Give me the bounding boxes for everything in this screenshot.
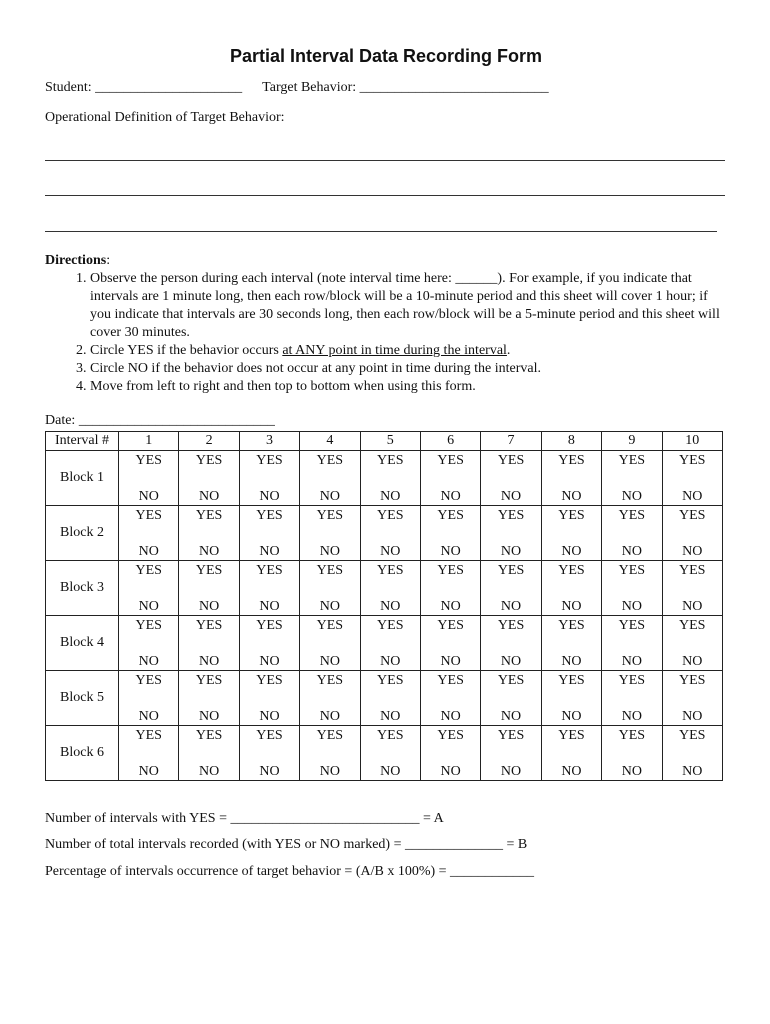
yes-option[interactable]: YES bbox=[678, 453, 706, 468]
interval-cell bbox=[119, 726, 179, 781]
yes-option[interactable]: YES bbox=[497, 618, 525, 633]
yes-option[interactable]: YES bbox=[135, 453, 162, 468]
interval-cell bbox=[360, 561, 420, 616]
no-option[interactable]: NO bbox=[561, 709, 582, 724]
yes-option[interactable]: YES bbox=[618, 728, 646, 743]
no-option[interactable]: NO bbox=[621, 599, 642, 614]
interval-number: 6 bbox=[420, 432, 480, 451]
no-option[interactable]: NO bbox=[500, 544, 522, 559]
yes-option[interactable]: YES bbox=[135, 618, 162, 633]
yes-option[interactable]: YES bbox=[618, 508, 646, 523]
direction-item: 3. Circle NO if the behavior does not occur at any point in time during the interval. bbox=[90, 360, 727, 378]
no-option[interactable]: NO bbox=[198, 599, 220, 614]
no-option[interactable]: NO bbox=[319, 599, 340, 614]
no-option[interactable]: NO bbox=[500, 764, 522, 779]
no-option[interactable]: NO bbox=[380, 489, 401, 504]
yes-option[interactable]: YES bbox=[316, 453, 344, 468]
interval-cell bbox=[481, 451, 541, 506]
yes-option[interactable]: YES bbox=[678, 728, 706, 743]
no-option[interactable]: NO bbox=[259, 764, 280, 779]
no-option[interactable]: NO bbox=[380, 544, 401, 559]
interval-cell bbox=[662, 726, 722, 781]
interval-cell bbox=[602, 506, 662, 561]
no-option[interactable]: NO bbox=[682, 764, 703, 779]
no-option[interactable]: NO bbox=[440, 654, 461, 669]
yes-option[interactable]: YES bbox=[558, 673, 585, 688]
block-label: Block 2 bbox=[46, 506, 119, 561]
yes-count-line[interactable]: Number of intervals with YES = ___________________________ = A bbox=[45, 811, 444, 826]
interval-number: 10 bbox=[662, 432, 722, 451]
interval-cell bbox=[662, 451, 722, 506]
interval-cell bbox=[179, 506, 239, 561]
yes-option[interactable]: YES bbox=[256, 618, 283, 633]
interval-cell bbox=[239, 506, 299, 561]
yes-option[interactable]: YES bbox=[135, 508, 162, 523]
interval-cell bbox=[420, 616, 480, 671]
no-option[interactable]: NO bbox=[380, 709, 401, 724]
interval-cell bbox=[602, 451, 662, 506]
definition-line-1[interactable] bbox=[45, 160, 725, 161]
no-option[interactable]: NO bbox=[319, 764, 340, 779]
block-row bbox=[46, 726, 723, 781]
no-option[interactable]: NO bbox=[682, 654, 703, 669]
yes-option[interactable]: YES bbox=[437, 453, 464, 468]
no-option[interactable]: NO bbox=[380, 654, 401, 669]
no-option[interactable]: NO bbox=[440, 764, 461, 779]
interval-cell bbox=[481, 506, 541, 561]
yes-option[interactable]: YES bbox=[256, 563, 283, 578]
interval-cell bbox=[179, 616, 239, 671]
no-option[interactable]: NO bbox=[198, 654, 220, 669]
yes-option[interactable]: YES bbox=[377, 453, 404, 468]
block-row bbox=[46, 506, 723, 561]
yes-option[interactable]: YES bbox=[316, 508, 344, 523]
yes-option[interactable]: YES bbox=[558, 508, 585, 523]
no-option[interactable]: NO bbox=[138, 709, 159, 724]
no-option[interactable]: NO bbox=[621, 654, 642, 669]
no-option[interactable]: NO bbox=[319, 654, 340, 669]
interval-cell bbox=[239, 561, 299, 616]
no-option[interactable]: NO bbox=[259, 654, 280, 669]
no-option[interactable]: NO bbox=[682, 599, 703, 614]
yes-option[interactable]: YES bbox=[497, 728, 525, 743]
yes-option[interactable]: YES bbox=[135, 728, 162, 743]
interval-number: 2 bbox=[179, 432, 239, 451]
yes-option[interactable]: YES bbox=[558, 618, 585, 633]
interval-header-label: Interval # bbox=[46, 432, 119, 451]
interval-cell bbox=[662, 506, 722, 561]
interval-number: 5 bbox=[360, 432, 420, 451]
no-option[interactable]: NO bbox=[682, 544, 703, 559]
no-option[interactable]: NO bbox=[500, 654, 522, 669]
student-field[interactable]: Student: _____________________ bbox=[45, 80, 243, 95]
yes-option[interactable]: YES bbox=[618, 618, 646, 633]
yes-option[interactable]: YES bbox=[558, 563, 585, 578]
interval-cell bbox=[481, 561, 541, 616]
block-row bbox=[46, 561, 723, 616]
direction-item: 2. Circle YES if the behavior occurs at ANY point in time during the interval. bbox=[90, 342, 727, 360]
no-option[interactable]: NO bbox=[198, 764, 220, 779]
no-option[interactable]: NO bbox=[138, 654, 159, 669]
interval-cell bbox=[541, 561, 601, 616]
no-option[interactable]: NO bbox=[682, 489, 703, 504]
yes-option[interactable]: YES bbox=[497, 453, 525, 468]
block-label: Block 1 bbox=[46, 451, 119, 506]
no-option[interactable]: NO bbox=[259, 709, 280, 724]
yes-option[interactable]: YES bbox=[195, 508, 223, 523]
interval-cell bbox=[541, 451, 601, 506]
interval-cell bbox=[179, 671, 239, 726]
directions-list bbox=[45, 270, 727, 396]
no-option[interactable]: NO bbox=[259, 489, 280, 504]
directions-heading: Directions: bbox=[45, 253, 111, 268]
no-option[interactable]: NO bbox=[561, 489, 582, 504]
interval-cell bbox=[541, 616, 601, 671]
page-title: Partial Interval Data Recording Form bbox=[229, 46, 543, 66]
yes-option[interactable]: YES bbox=[497, 673, 525, 688]
direction-item: 1. Observe the person during each interval (note interval time here: ______). For example, if you indicate that intervals are 1 minute long, then each row/block will be a 10-minute period and this sheet will cover 1 hour; if you indicate that intervals are 30 seconds long, then each row/block will be a 5-minute period and this sheet will cover 30 minutes. bbox=[90, 270, 727, 342]
yes-option[interactable]: YES bbox=[497, 563, 525, 578]
no-option[interactable]: NO bbox=[440, 544, 461, 559]
yes-option[interactable]: YES bbox=[377, 618, 404, 633]
interval-number: 7 bbox=[481, 432, 541, 451]
no-option[interactable]: NO bbox=[380, 764, 401, 779]
yes-option[interactable]: YES bbox=[316, 673, 344, 688]
no-option[interactable]: NO bbox=[319, 489, 340, 504]
no-option[interactable]: NO bbox=[500, 709, 522, 724]
interval-number: 4 bbox=[300, 432, 360, 451]
no-option[interactable]: NO bbox=[621, 709, 642, 724]
interval-cell bbox=[360, 671, 420, 726]
interval-cell bbox=[420, 671, 480, 726]
interval-header-row bbox=[46, 432, 723, 451]
interval-number: 3 bbox=[239, 432, 299, 451]
no-option[interactable]: NO bbox=[500, 599, 522, 614]
yes-option[interactable]: YES bbox=[195, 673, 223, 688]
no-option[interactable]: NO bbox=[138, 764, 159, 779]
interval-cell bbox=[119, 616, 179, 671]
interval-cell bbox=[662, 561, 722, 616]
yes-option[interactable]: YES bbox=[377, 673, 404, 688]
interval-cell bbox=[239, 726, 299, 781]
interval-cell bbox=[179, 451, 239, 506]
interval-cell bbox=[300, 726, 360, 781]
block-label: Block 4 bbox=[46, 616, 119, 671]
target-behavior-field[interactable]: Target Behavior: ___________________________ bbox=[262, 80, 549, 95]
yes-option[interactable]: YES bbox=[678, 618, 706, 633]
yes-option[interactable]: YES bbox=[437, 673, 464, 688]
yes-option[interactable]: YES bbox=[437, 563, 464, 578]
interval-number: 1 bbox=[119, 432, 179, 451]
block-label: Block 6 bbox=[46, 726, 119, 781]
interval-recording-table bbox=[45, 431, 723, 781]
interval-cell bbox=[541, 671, 601, 726]
yes-option[interactable]: YES bbox=[678, 563, 706, 578]
interval-cell bbox=[360, 506, 420, 561]
interval-cell bbox=[662, 671, 722, 726]
interval-cell bbox=[179, 726, 239, 781]
no-option[interactable]: NO bbox=[138, 489, 159, 504]
interval-cell bbox=[300, 616, 360, 671]
interval-cell bbox=[119, 506, 179, 561]
interval-cell bbox=[119, 561, 179, 616]
interval-cell bbox=[300, 671, 360, 726]
no-option[interactable]: NO bbox=[138, 544, 159, 559]
interval-cell bbox=[300, 451, 360, 506]
yes-option[interactable]: YES bbox=[195, 563, 223, 578]
no-option[interactable]: NO bbox=[138, 599, 159, 614]
interval-cell bbox=[420, 561, 480, 616]
interval-cell bbox=[239, 616, 299, 671]
no-option[interactable]: NO bbox=[500, 489, 522, 504]
yes-option[interactable]: YES bbox=[618, 453, 646, 468]
yes-option[interactable]: YES bbox=[558, 728, 585, 743]
interval-cell bbox=[239, 451, 299, 506]
yes-option[interactable]: YES bbox=[195, 618, 223, 633]
block-row bbox=[46, 451, 723, 506]
yes-option[interactable]: YES bbox=[256, 673, 283, 688]
interval-cell bbox=[481, 616, 541, 671]
date-field[interactable]: Date: ____________________________ bbox=[45, 413, 275, 428]
no-option[interactable]: NO bbox=[561, 654, 582, 669]
yes-option[interactable]: YES bbox=[316, 563, 344, 578]
percentage-line[interactable]: Percentage of intervals occurrence of target behavior = (A/B x 100%) = ____________ bbox=[45, 864, 535, 879]
no-option[interactable]: NO bbox=[440, 599, 461, 614]
interval-cell bbox=[481, 671, 541, 726]
header-fields bbox=[45, 80, 549, 96]
interval-cell bbox=[602, 726, 662, 781]
definition-line-3[interactable] bbox=[45, 231, 717, 232]
interval-cell bbox=[420, 451, 480, 506]
yes-option[interactable]: YES bbox=[377, 728, 404, 743]
operational-definition-label: Operational Definition of Target Behavior: bbox=[45, 110, 285, 125]
interval-cell bbox=[300, 561, 360, 616]
no-option[interactable]: NO bbox=[561, 764, 582, 779]
direction-item: 4. Move from left to right and then top to bottom when using this form. bbox=[90, 378, 727, 396]
interval-cell bbox=[420, 726, 480, 781]
yes-option[interactable]: YES bbox=[316, 728, 344, 743]
yes-option[interactable]: YES bbox=[256, 728, 283, 743]
yes-option[interactable]: YES bbox=[437, 508, 464, 523]
no-option[interactable]: NO bbox=[621, 544, 642, 559]
interval-cell bbox=[481, 726, 541, 781]
yes-option[interactable]: YES bbox=[195, 453, 223, 468]
no-option[interactable]: NO bbox=[198, 709, 220, 724]
no-option[interactable]: NO bbox=[440, 709, 461, 724]
yes-option[interactable]: YES bbox=[195, 728, 223, 743]
yes-option[interactable]: YES bbox=[256, 453, 283, 468]
yes-option[interactable]: YES bbox=[135, 673, 162, 688]
block-label: Block 3 bbox=[46, 561, 119, 616]
interval-cell bbox=[119, 451, 179, 506]
no-option[interactable]: NO bbox=[621, 489, 642, 504]
interval-cell bbox=[541, 506, 601, 561]
definition-line-2[interactable] bbox=[45, 195, 725, 196]
no-option[interactable]: NO bbox=[561, 599, 582, 614]
no-option[interactable]: NO bbox=[621, 764, 642, 779]
yes-option[interactable]: YES bbox=[678, 508, 706, 523]
no-option[interactable]: NO bbox=[259, 599, 280, 614]
yes-option[interactable]: YES bbox=[316, 618, 344, 633]
block-row bbox=[46, 616, 723, 671]
yes-option[interactable]: YES bbox=[135, 563, 162, 578]
interval-cell bbox=[300, 506, 360, 561]
yes-option[interactable]: YES bbox=[437, 728, 464, 743]
interval-number: 8 bbox=[541, 432, 601, 451]
block-row bbox=[46, 671, 723, 726]
interval-number: 9 bbox=[602, 432, 662, 451]
interval-cell bbox=[239, 671, 299, 726]
yes-option[interactable]: YES bbox=[497, 508, 525, 523]
no-option[interactable]: NO bbox=[380, 599, 401, 614]
interval-cell bbox=[602, 671, 662, 726]
no-option[interactable]: NO bbox=[561, 544, 582, 559]
interval-cell bbox=[360, 726, 420, 781]
yes-option[interactable]: YES bbox=[437, 618, 464, 633]
interval-cell bbox=[360, 451, 420, 506]
interval-cell bbox=[541, 726, 601, 781]
yes-option[interactable]: YES bbox=[558, 453, 585, 468]
no-option[interactable]: NO bbox=[259, 544, 280, 559]
yes-option[interactable]: YES bbox=[678, 673, 706, 688]
interval-cell bbox=[360, 616, 420, 671]
interval-cell bbox=[119, 671, 179, 726]
no-option[interactable]: NO bbox=[319, 544, 340, 559]
no-option[interactable]: NO bbox=[682, 709, 703, 724]
total-intervals-line[interactable]: Number of total intervals recorded (with YES or NO marked) = ______________ = B bbox=[45, 837, 528, 852]
yes-option[interactable]: YES bbox=[618, 563, 646, 578]
yes-option[interactable]: YES bbox=[377, 563, 404, 578]
interval-cell bbox=[179, 561, 239, 616]
interval-cell bbox=[602, 561, 662, 616]
interval-cell bbox=[602, 616, 662, 671]
interval-cell bbox=[420, 506, 480, 561]
no-option[interactable]: NO bbox=[319, 709, 340, 724]
yes-option[interactable]: YES bbox=[377, 508, 404, 523]
no-option[interactable]: NO bbox=[198, 544, 220, 559]
no-option[interactable]: NO bbox=[440, 489, 461, 504]
yes-option[interactable]: YES bbox=[618, 673, 646, 688]
interval-cell bbox=[662, 616, 722, 671]
no-option[interactable]: NO bbox=[198, 489, 220, 504]
block-label: Block 5 bbox=[46, 671, 119, 726]
yes-option[interactable]: YES bbox=[256, 508, 283, 523]
